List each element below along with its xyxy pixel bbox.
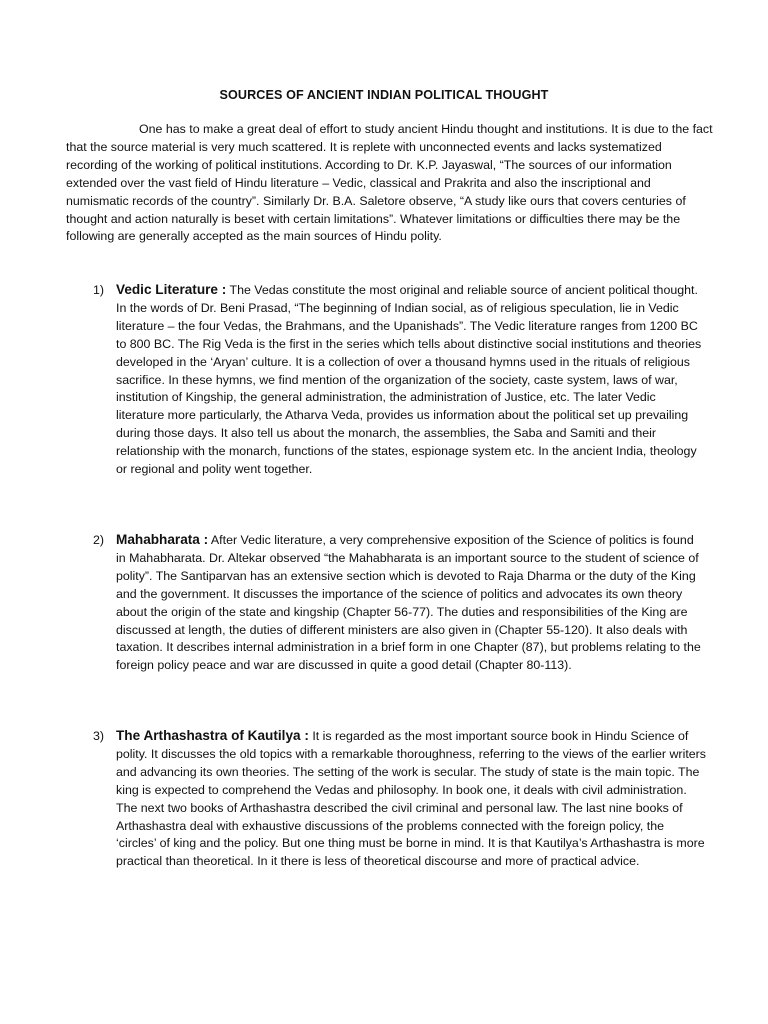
- section-heading: Mahabharata :: [116, 532, 209, 547]
- section-paragraph: [116, 281, 706, 479]
- section-number: 1): [93, 283, 105, 297]
- section-paragraph: [116, 727, 706, 871]
- page-title: SOURCES OF ANCIENT INDIAN POLITICAL THOUGHT: [219, 88, 549, 102]
- section-paragraph: [116, 531, 706, 675]
- section-number: 3): [93, 729, 105, 743]
- section-body: The Vedas constitute the most original and reliable source of ancient political thought. In the words of Dr. Beni Prasad, “The beginning of Indian social, as of religious speculation, lie in Vedic literature – the four Vedas, the Brahmans, and the Upanishads”. The Vedic literature ranges from 1200 BC to 800 BC. The Rig Veda is the first in the series which tells about distinctive social institutions and theories developed in the ‘Aryan’ culture. It is a collection of over a thousand hymns used in the rituals of religious sacrifice. In these hymns, we find mention of the organization of the society, caste system, laws of war, institution of Kingship, the general administration, the administration of Justice, etc. The later Vedic literature more particularly, the Atharva Veda, provides us information about the political set up prevailing during those days. It also tell us about the monarch, the assemblies, the Saba and Samiti and their relationship with the monarch, functions of the states, espionage system etc. In the ancient India, theology or regional and polity went together.: [116, 283, 702, 477]
- section-body: It is regarded as the most important source book in Hindu Science of polity. It discusses the old topics with a remarkable thoroughness, referring to the views of the earlier writers and advancing its own theories. The setting of the work is secular. The study of state is the main topic. The king is expected to comprehend the Vedas and philosophy. In book one, it deals with civil administration. The next two books of Arthashastra described the civil criminal and personal law. The last nine books of Arthashastra deal with exhaustive discussions of the problems connected with the foreign policy, the ‘circles’ of king and the policy. But one thing must be borne in mind. It is that Kautilya’s Arthashastra is more practical than theoretical. In it there is less of theoretical discourse and more of practical advice.: [116, 729, 706, 869]
- section-heading: The Arthashastra of Kautilya :: [116, 728, 309, 743]
- section-body: After Vedic literature, a very comprehensive exposition of the Science of politics is found in Mahabharata. Dr. Altekar observed “the Mahabharata is an important source to the student of science of polity”. The Santiparvan has an extensive section which is devoted to Raja Dharma or the duty of the King and the government. It discusses the importance of the science of politics and advocates its own theory about the origin of the state and kingship (Chapter 56-77). The duties and responsibilities of the King are discussed at length, the duties of different ministers are also given in (Chapter 55-120). It also deals with taxation. It describes internal administration in a brief form in one Chapter (87), but problems relating to the foreign policy peace and war are discussed in quite a good detail (Chapter 80-113).: [116, 533, 701, 673]
- section-heading: Vedic Literature :: [116, 282, 227, 297]
- intro-paragraph: One has to make a great deal of effort to study ancient Hindu thought and institutions. It is due to the fact that the source material is very much scattered. It is replete with unconnected events and lacks systematized recording of the working of political institutions. According to Dr. K.P. Jayaswal, “The sources of our information extended over the vast field of Hindu literature – Vedic, classical and Prakrita and also the inscriptional and numismatic records of the country”. Similarly Dr. B.A. Saletore observe, “A study like ours that covers centuries of thought and action naturally is beset with certain limitations”. Whatever limitations or difficulties there may be the following are generally accepted as the main sources of Hindu polity.: [66, 122, 713, 244]
- section-number: 2): [93, 533, 105, 547]
